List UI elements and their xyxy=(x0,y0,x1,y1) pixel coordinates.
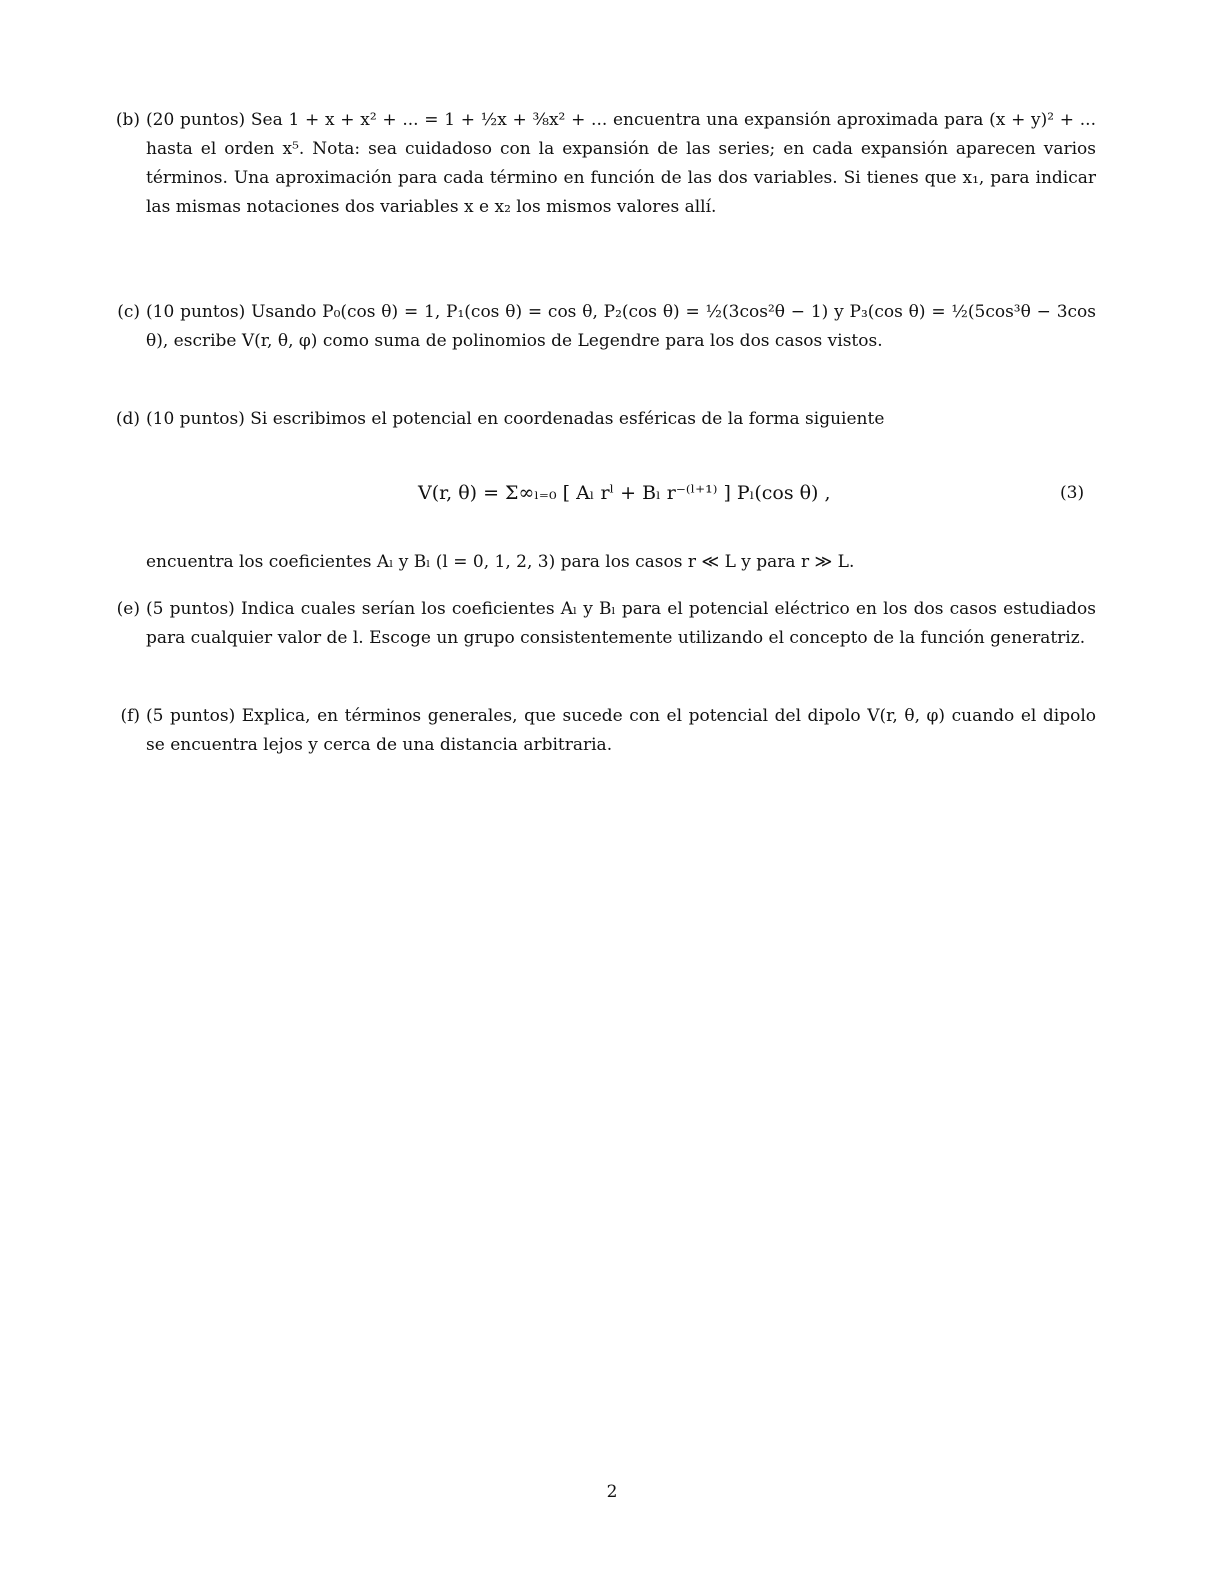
item-text: (20 puntos) Sea 1 + x + x² + ... = 1 + ½x + ⅜x² + ... encuentra una expansión aproximada para (x + y)² + ... hasta el orden x⁵. Nota: sea cuidadoso con la expansión de las series; en cada expansión aparecen varios términos. Una aproximación para cada término en función de las dos variables. Si tienes que x₁, para indicar las mismas notaciones dos variables x e x₂ los mismos valores allí. xyxy=(146,110,1096,217)
item-label: (c) xyxy=(117,302,140,322)
item-text: (10 puntos) Si escribimos el potencial en coordenadas esféricas de la forma siguiente xyxy=(146,409,885,429)
page-number: 2 xyxy=(606,1482,618,1502)
equation-number: (3) xyxy=(1060,483,1085,503)
item-label: (e) xyxy=(116,599,140,619)
problem-item-d xyxy=(96,405,1096,434)
problem-item-c xyxy=(96,298,1096,356)
item-label: (f) xyxy=(120,706,140,726)
display-equation xyxy=(0,455,1224,535)
item-text: (5 puntos) Indica cuales serían los coeficientes Aₗ y Bₗ para el potencial eléctrico en los dos casos estudiados para cualquier valor de l. Escoge un grupo consistentemente utilizando el concepto de la función generatriz. xyxy=(146,599,1096,648)
equation-expression: V(r, θ) = Σ∞ₗ₌₀ [ Aₗ rˡ + Bₗ r⁻⁽ˡ⁺¹⁾ ] Pₗ(cos θ) , xyxy=(418,482,831,504)
problem-item-e xyxy=(96,595,1096,653)
item-label: (d) xyxy=(115,409,140,429)
equation-followup-text: encuentra los coeficientes Aₗ y Bₗ (l = 0, 1, 2, 3) para los casos r ≪ L y para r ≫ L. xyxy=(146,552,855,572)
item-text: (5 puntos) Explica, en términos generales, que sucede con el potencial del dipolo V(r, θ, φ) cuando el dipolo se encuentra lejos y cerca de una distancia arbitraria. xyxy=(146,706,1096,755)
problem-item-f xyxy=(96,702,1096,760)
item-text: (10 puntos) Usando P₀(cos θ) = 1, P₁(cos θ) = cos θ, P₂(cos θ) = ½(3cos²θ − 1) y P₃(cos θ) = ½(5cos³θ − 3cos θ), escribe V(r, θ, φ) como suma de polinomios de Legendre para los dos casos vistos. xyxy=(146,302,1096,351)
problem-item-b xyxy=(96,106,1096,222)
item-label: (b) xyxy=(115,110,140,130)
